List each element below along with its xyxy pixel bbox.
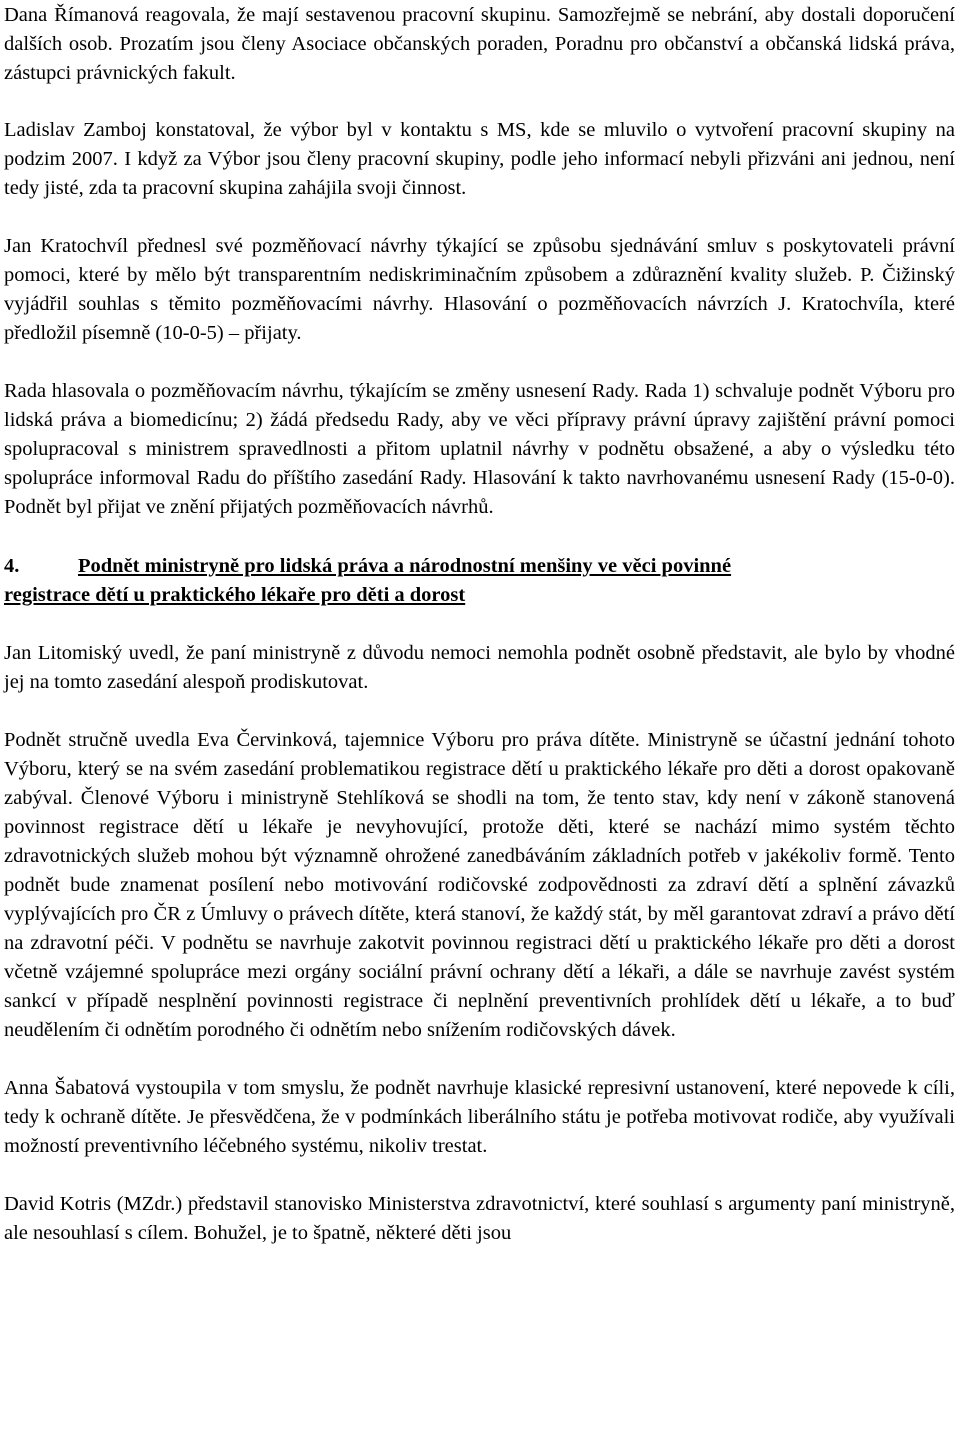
paragraph-kotris: David Kotris (MZdr.) představil stanovisko Ministerstva zdravotnictví, které souhlasí s argumenty paní ministryně, ale nesouhlasí s cílem. Bohužel, je to špatně, některé děti jsou: [4, 1193, 955, 1244]
paragraph-rada-hlasovala: Rada hlasovala o pozměňovacím návrhu, týkajícím se změny usnesení Rady. Rada 1) schvaluje podnět Výboru pro lidská práva a biomedicínu; 2) žádá předsedu Rady, aby ve věci přípravy právní úpravy zajištění právní pomoci spolupracoval s ministrem spravedlnosti a přitom uplatnil návrhy v podnětu obsažené, a aby o výsledku této spolupráce informoval Radu do příštího zasedání Rady. Hlasování k takto navrhovanému usnesení Rady (15-0-0). Podnět byl přijat ve znění přijatých pozměňovacích návrhů.: [4, 380, 955, 518]
paragraph-kratochvil: Jan Kratochvíl přednesl své pozměňovací návrhy týkající se způsobu sjednávání smluv s poskytovateli právní pomoci, které by mělo být transparentním nediskriminačním způsobem a zdůraznění kvality služeb. P. Čižinský vyjádřil souhlas s těmito pozměňovacími návrhy. Hlasování o pozměňovacích návrzích J. Kratochvíla, které předložil písemně (10-0-5) – přijaty.: [4, 235, 955, 344]
paragraph-sabatova: Anna Šabatová vystoupila v tom smyslu, že podnět navrhuje klasické represivní ustanovení, které nepovede k cíli, tedy k ochraně dítěte. Je přesvědčena, že v podmínkách liberálního státu je potřeba motivovat rodiče, aby využívali možností preventivního léčebného systému, nikoliv trestat.: [4, 1077, 955, 1157]
paragraph-zamboj: Ladislav Zamboj konstatoval, že výbor byl v kontaktu s MS, kde se mluvilo o vytvoření pracovní skupiny na podzim 2007. I když za Výbor jsou členy pracovní skupiny, podle jeho informací nebyli přizváni ani jednou, není tedy jisté, zda ta pracovní skupina zahájila svoji činnost.: [4, 119, 955, 199]
section-title-line1: Podnět ministryně pro lidská práva a národnostní menšiny ve věci povinné: [78, 555, 732, 577]
section-number: 4.: [4, 555, 20, 577]
document-page: [4, 0, 955, 1248]
paragraph-cervinkova: Podnět stručně uvedla Eva Červinková, tajemnice Výboru pro práva dítěte. Ministryně se účastní jednání tohoto Výboru, který se na svém zasedání problematikou registrace dětí u praktického lékaře pro děti a dorost opakovaně zabýval. Členové Výboru i ministryně Stehlíková se shodli na tom, že tento stav, kdy není v zákoně stanovená povinnost registrace dětí u lékaře je nevyhovující, protože děti, které se nachází mimo systém těchto zdravotnických služeb mohou být významně ohrožené zanedbáváním základních potřeb v jakékoliv formě. Tento podnět bude znamenat posílení nebo motivování rodičovské zodpovědnosti za zdraví dětí a splnění závazků vyplývajících pro ČR z Úmluvy o právech dítěte, která stanoví, že každý stát, by měl garantovat zdraví a právo dětí na zdravotní péči. V podnětu se navrhuje zakotvit povinnou registraci dětí u praktického lékaře pro děti a dorost včetně vzájemné spolupráce mezi orgány sociální právní ochrany dětí a lékaři, a dále se navrhuje zavést systém sankcí v případě nesplnění povinnosti registrace či neplnění preventivních prohlídek dětí u lékaře, a to buď neudělením či odnětím porodného či odnětím nebo snížením rodičovských dávek.: [4, 729, 955, 1041]
section-heading: [4, 552, 955, 581]
paragraph-rimanova: Dana Římanová reagovala, že mají sestavenou pracovní skupinu. Samozřejmě se nebrání, aby dostali doporučení dalších osob. Prozatím jsou členy Asociace občanských poraden, Poradnu pro občanství a občanská lidská práva, zástupci právnických fakult.: [4, 4, 955, 84]
paragraph-litomisky: Jan Litomiský uvedl, že paní ministryně z důvodu nemoci nemohla podnět osobně představit, ale bylo by vhodné jej na tomto zasedání alespoň prodiskutovat.: [4, 642, 955, 693]
section-title-line2: registrace dětí u praktického lékaře pro děti a dorost: [4, 584, 466, 606]
